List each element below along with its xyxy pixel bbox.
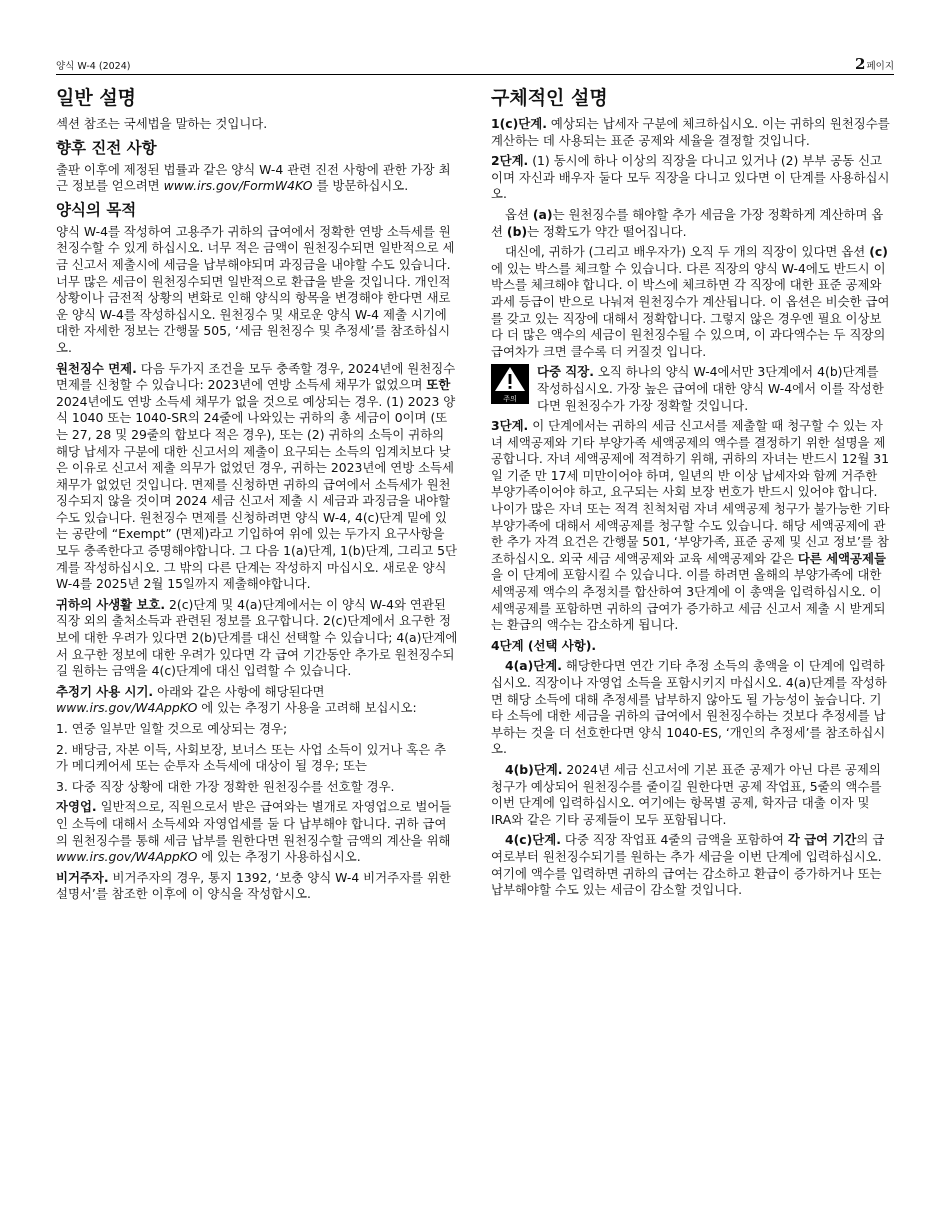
step-4a-text: 해당한다면 연간 기타 추정 소득의 총액을 이 단계에 입력하십시오. 직장이나 자영업 소득을 포함시키지 마십시오. 4(a)단계를 작성하면 해당 소득에 대해 추정세를 납부하지 않아도 될 가능성이 높습니다. 기타 소득에 대한 세금을 귀하의 급여에서 원천징수하는 것보다 추정세를 납부하는 것을 더 선호한다면 양식 1040-ES, ‘개인의 추정세’를 참조하십시오. xyxy=(491,658,887,757)
page-number xyxy=(855,55,894,73)
step-3-other-credits: 다른 세액공제들 xyxy=(797,550,886,566)
nonresident-paragraph xyxy=(56,870,458,903)
left-column xyxy=(56,86,458,907)
page-unit: 페이지 xyxy=(866,61,894,72)
self-employment-label: 자영업. xyxy=(56,799,97,815)
step-4-heading: 4단계 (선택 사항). xyxy=(491,637,597,653)
nonresident-text: 비거주자의 경우, 통지 1392, ‘보충 양식 W-4 비거주자를 위한 설명서’를 참조한 이후에 이 양식을 작성합시오. xyxy=(56,869,451,902)
step-4b-text: 2024년 세금 신고서에 기본 표준 공제가 아닌 다른 공제의 청구가 예상되어 원천징수를 줄이길 원한다면 공제 작업표, 5줄의 액수를 이번 단계에 입력하십시오. 여기에는 항목별 공제, 학자금 대출 이자 및 IRA와 같은 기타 공제들이 모두 포함됩니다. xyxy=(491,761,882,827)
right-column xyxy=(491,86,893,903)
exemption-text-b: 2024년에도 연방 소득세 채무가 없을 것으로 예상되는 경우. (1) 2023 양식 1040 또는 1040-SR의 24줄에 나와있는 귀하의 총 세금이 0이며 (또는 27, 28 및 29줄의 합보다 적은 경우), 또는 (2) 귀하의 소득이 귀하의 해당 납세자 구분에 대한 신고서의 제출이 요구되는 소득의 임계치보다 낮은 이유로 신고서 제출 의무가 없었던 경우, 귀하는 2023년에 연방 소득세 채무가 없었던 것입니다. 면제를 신청하면 귀하의 급여에서 소득세가 원천징수되지 않을 것이며 2024 세금 신고서 제출 시 세금과 과징금을 내야할 수도 있습니다. 원천징수 면제를 신청하려면 양식 W-4, 4(c)단계 밑에 있는 공란에 “Exempt” (면제)라고 기입하여 위에 있는 두가지 요구사항을 모두 충족한다고 증명해야합니다. 그 다음 1(a)단계, 1(b)단계, 그리고 5단계를 작성하십시오. 그 밖의 다른 단계는 작성하지 마십시오. 새로운 양식 W-4를 2025년 2월 15일까지 제출해야합니다. xyxy=(56,393,458,592)
multiple-jobs-label: 다중 직장. xyxy=(537,364,594,380)
step-4b-paragraph xyxy=(491,762,893,828)
step-1c-text: 예상되는 납세자 구분에 체크하십시오. 이는 귀하의 원천징수를 계산하는 데 사용되는 표준 공제와 세율을 결정할 것입니다. xyxy=(491,116,890,148)
specific-instructions-title: 구체적인 설명 xyxy=(491,87,608,109)
general-instructions-title: 일반 설명 xyxy=(56,87,137,109)
step-4c-paragraph xyxy=(491,832,893,898)
privacy-text: 2(c)단계 및 4(a)단계에서는 이 양식 W-4와 연관된 직장 외의 출처소득과 관련된 정보를 요구합니다. 2(c)단계에서 요구한 정보에 대한 우려가 있다면 2(b)단계를 대신 선택할 수 있습니다; 4(a)단계에서 요구한 정보에 대한 우려가 있다면 각 급여 기간동안 추가로 원천징수되길 원하는 금액을 4(c)단계에 대신 입력할 수 있습니다. xyxy=(56,596,458,679)
option-c-paragraph xyxy=(491,244,893,360)
privacy-label: 귀하의 사생활 보호. xyxy=(56,596,166,612)
option-a: (a) xyxy=(532,206,553,222)
option-text-3: 는 정확도가 약간 떨어집니다. xyxy=(527,223,687,239)
list-item: 2. 배당금, 자본 이득, 사회보장, 보너스 또는 사업 소득이 있거나 혹은 추가 메디케어세 또는 순투자 소득세에 대상이 될 경우; 또는 xyxy=(56,741,447,774)
step-3-text-b: 을 이 단계에 포함시킬 수 있습니다. 이를 하려면 올해의 부양가족에 대한 세액공제 액수의 추정치를 합산하여 3단계에 이 총액을 입력하십시오. 이 세액공제를 포함하면 귀하의 급여가 증가하고 세금 신고서 제출 시 받게되는 환급의 액수는 감소하게 됩니다. xyxy=(491,567,886,633)
exemption-paragraph xyxy=(56,361,458,593)
list-item: 1. 연중 일부만 일할 것으로 예상되는 경우; xyxy=(56,721,288,736)
step-4c-text-a: 다중 직장 작업표 4줄의 금액을 포함하여 xyxy=(560,832,788,848)
step-3-label: 3단계. xyxy=(491,418,529,434)
estimator-text-a: 아래와 같은 사항에 해당된다면 xyxy=(153,683,325,699)
future-developments-title: 향후 진전 사항 xyxy=(56,138,157,157)
step-4c-text-b: 의 급여로부터 원천징수되기를 원하는 추가 세금을 이번 단계에 입력하십시오. 여기에 액수를 입력하면 귀하의 급여는 감소하고 환급이 증가하거나 또는 납부해야할 수도 있는 세금이 감소할 것입니다. xyxy=(491,832,885,898)
self-employment-paragraph xyxy=(56,799,458,865)
caution-icon xyxy=(491,364,529,404)
future-developments-text xyxy=(56,162,458,195)
estimator-paragraph xyxy=(56,684,458,717)
step-2-text: (1) 동시에 하나 이상의 직장을 다니고 있거나 (2) 부부 공동 신고이며 자신과 배우자 둘다 모두 직장을 다니고 있다면 이 단계를 사용하십시오. xyxy=(491,153,890,202)
estimator-label: 추정기 사용 시기. xyxy=(56,683,154,699)
future-url: www.irs.gov/FormW4KO xyxy=(163,178,313,194)
caution-icon-label: 주의 xyxy=(503,395,517,404)
step-3-text-a: 이 단계에서는 귀하의 세금 신고서를 제출할 때 청구할 수 있는 자녀 세액공제와 기타 부양가족 세액공제의 액수를 결정하기 위한 설명을 제공합니다. 자녀 세액공제에 적격하기 위해, 귀하의 자녀는 반드시 12월 31일 기준 만 17세 미만이어야 하며, 일년의 반 이상 납세자와 함께 거주한 부양가족이어야 하고, 요구되는 사회 보장 번호가 반드시 있어야 합니다. 나이가 많은 자녀 또는 적격 친척처럼 자녀 세액공제 청구가 불가능한 기타 부양가족에 대해서 세액공제를 청구할 수도 있습니다. 해당 세액공제에 관한 추가 자격 요건은 간행물 501, ‘부양가족, 표준 공제 및 신고 정보’를 참조하십시오. 외국 세금 세액공제와 교육 세액공제와 같은 xyxy=(491,418,890,566)
step-4c-bold: 각 급여 기간 xyxy=(787,832,857,848)
estimator-text-b: 에 있는 추정기 사용을 고려해 보십시오: xyxy=(197,700,417,716)
future-text-b: 를 방문하십시오. xyxy=(312,178,409,194)
multiple-jobs-text: 오직 하나의 양식 W-4에서만 3단계에서 4(b)단계를 작성하십시오. 가장 높은 급여에 대한 양식 W-4에서 이를 작성한다면 원천징수가 가장 정확할 것입니다. xyxy=(537,364,884,413)
future-text-a: 출판 이후에 제정된 법률과 같은 양식 W-4 관련 진전 사항에 관한 가장 최근 정보를 얻으려면 xyxy=(56,161,451,194)
estimator-url: www.irs.gov/W4AppKO xyxy=(56,700,198,716)
option-text-1: 옵션 xyxy=(505,206,533,222)
option-c-text-1: 대신에, 귀하가 (그리고 배우자가) 오직 두 개의 직장이 있다면 옵션 xyxy=(505,244,870,260)
step-2-paragraph xyxy=(491,153,893,203)
option-c: (c) xyxy=(869,244,888,260)
form-id: 양식 W-4 (2024) xyxy=(56,61,131,72)
page-header xyxy=(56,55,894,75)
step-4c-label: 4(c)단계. xyxy=(505,832,561,848)
step-1c-paragraph xyxy=(491,116,893,149)
step-4b-label: 4(b)단계. xyxy=(505,761,563,777)
exemption-label: 원천징수 면제. xyxy=(56,360,137,376)
nonresident-label: 비거주자. xyxy=(56,869,109,885)
step-3-paragraph xyxy=(491,418,893,634)
option-b: (b) xyxy=(506,223,528,239)
step-4a-paragraph xyxy=(491,658,893,758)
self-employment-text-b: 에 있는 추정기 사용하십시오. xyxy=(197,849,361,865)
step-2-label: 2단계. xyxy=(491,153,529,169)
exemption-also: 또한 xyxy=(426,377,451,393)
page-number-value: 2 xyxy=(855,55,866,73)
purpose-text: 양식 W-4를 작성하여 고용주가 귀하의 급여에서 정확한 연방 소득세를 원천징수할 수 있게 하십시오. 너무 적은 금액이 원천징수되면 일반적으로 세금 신고서 제출시에 세금을 납부해야되며 과징금을 내야할 수도 있습니다. 너무 많은 세금이 원천징수되면 일반적으로 환급을 받을 것입니다. 개인적 상황이나 금전적 상황의 변화로 인해 양식의 항목을 변경해야 한다면 새로운 양식 W-4를 작성하십시오. 원천징수 및 새로운 양식 W-4 제출 시기에 대한 자세한 정보는 간행물 505, ‘세금 원천징수 및 추정세’를 참조하십시오. xyxy=(56,223,455,355)
option-c-text-2: 에 있는 박스를 체크할 수 있습니다. 다른 직장의 양식 W-4에도 반드시 이 박스를 체크해야 합니다. 이 박스에 체크하면 각 직장에 대한 표준 공제와 과세 등급이 반으로 나눠져 원천징수가 계산됩니다. 이 옵션은 비슷한 급여를 갖고 있는 직장에 대해서 정확합니다. 그렇지 않은 경우엔 필요 이상보다 더 많은 액수의 세금이 원천징수될 수 있으며, 이 과다액수는 두 직장의 급여차가 크면 클수록 더 커질것 입니다. xyxy=(491,260,890,359)
purpose-title: 양식의 목적 xyxy=(56,200,137,219)
step-4a-label: 4(a)단계. xyxy=(505,658,562,674)
section-reference-note: 섹션 참조는 국세법을 말하는 것입니다. xyxy=(56,116,268,131)
self-employment-url: www.irs.gov/W4AppKO xyxy=(56,849,198,865)
caution-block xyxy=(491,364,893,414)
step-1c-label: 1(c)단계. xyxy=(491,116,547,131)
exemption-text-a: 다음 두가지 조건을 모두 충족할 경우, 2024년에 원천징수 면제를 신청할 수 있습니다: 2023년에 연방 소득세 채무가 없었으며 xyxy=(56,360,456,393)
options-paragraph xyxy=(491,207,893,240)
list-item: 3. 다중 직장 상황에 대한 가장 정확한 원천징수를 선호할 경우. xyxy=(56,778,395,794)
privacy-paragraph xyxy=(56,597,458,680)
self-employment-text-a: 일반적으로, 직원으로서 받은 급여와는 별개로 자영업으로 벌어들인 소득에 대해서 소득세와 자영업세를 둘 다 납부해야 합니다. 귀하 급여의 원천징수를 통해 세금 납부를 원한다면 원천징수할 금액의 계산을 위해 xyxy=(56,799,452,848)
option-text-2: 는 원천징수를 해야할 추가 세금을 가장 정확하게 계산하며 옵션 xyxy=(491,206,884,239)
